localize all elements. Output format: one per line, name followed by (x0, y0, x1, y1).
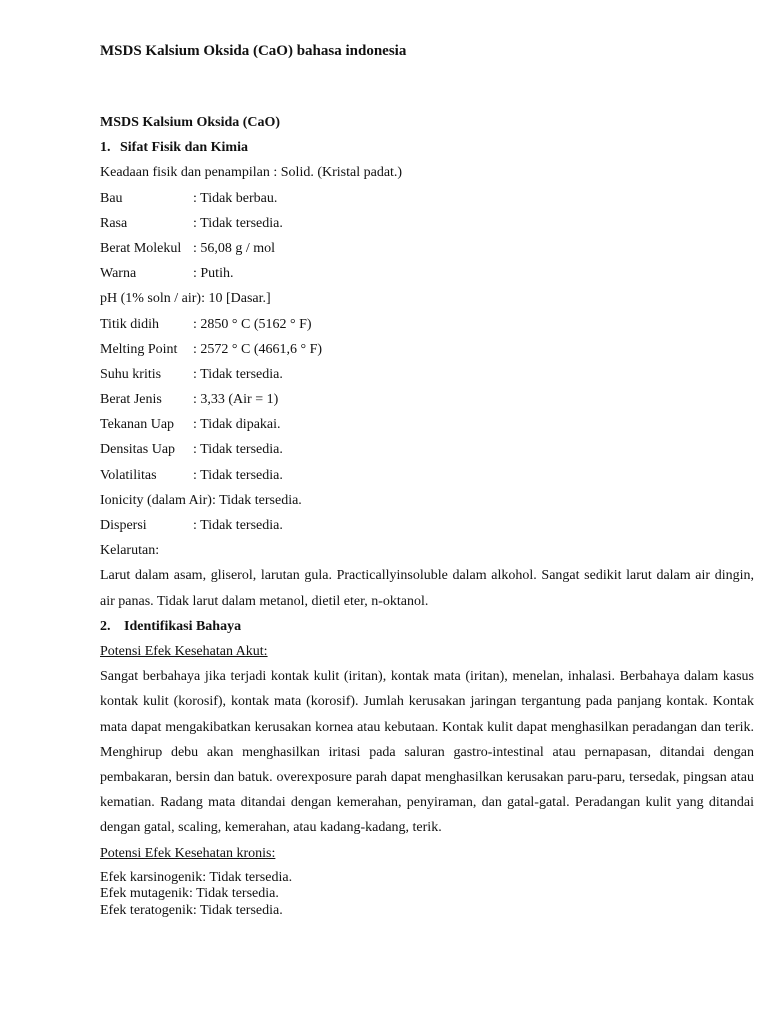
property-value: : Putih. (193, 266, 234, 282)
keadaan-line: Keadaan fisik dan penampilan : Solid. (Kristal padat.) (100, 165, 403, 181)
property-row (100, 337, 754, 362)
property-value: : 56,08 g / mol (193, 240, 276, 256)
property-row (100, 211, 754, 236)
property-value: : Tidak tersedia. (193, 467, 283, 483)
property-label: Tekanan Uap (100, 417, 175, 433)
property-label: Warna (100, 266, 137, 282)
property-value: : Tidak berbau. (193, 190, 278, 206)
property-value: : 3,33 (Air = 1) (193, 392, 279, 408)
kelarutan-paragraph: Larut dalam asam, gliserol, larutan gula. Practicallyinsoluble dalam alkohol. Sangat sedikit larut dalam air dingin, air panas. Tidak larut dalam metanol, dietil eter, n-oktanol. (100, 568, 754, 609)
property-row (100, 186, 754, 211)
property-value: : Tidak tersedia. (193, 366, 283, 382)
ionicity-line: Ionicity (dalam Air): Tidak tersedia. (100, 492, 302, 508)
property-row (100, 387, 754, 412)
property-value: : Tidak tersedia. (193, 518, 283, 533)
property-label: Rasa (100, 215, 128, 231)
property-label: Volatilitas (100, 467, 157, 483)
ph-line: pH (1% soln / air): 10 [Dasar.] (100, 291, 271, 307)
property-label: Melting Point (100, 341, 178, 357)
property-value: : 2850 ° C (5162 ° F) (193, 316, 312, 332)
kronis-item: Efek karsinogenik: Tidak tersedia. (100, 869, 293, 885)
section-heading-2 (100, 614, 754, 639)
property-label: Suhu kritis (100, 366, 162, 382)
property-row (100, 437, 754, 462)
property-row (100, 513, 754, 538)
property-value: : 2572 ° C (4661,6 ° F) (193, 341, 323, 357)
document-body (100, 110, 754, 919)
property-label: Bau (100, 190, 123, 206)
akut-heading: Potensi Efek Kesehatan Akut: (100, 643, 268, 659)
property-label: Berat Jenis (100, 392, 162, 408)
property-value: : Tidak tersedia. (193, 442, 283, 458)
property-label: Densitas Uap (100, 442, 176, 458)
property-value: : Tidak tersedia. (193, 215, 283, 231)
section-title: Sifat Fisik dan Kimia (120, 140, 248, 156)
kronis-item: Efek teratogenik: Tidak tersedia. (100, 902, 283, 918)
kelarutan-label: Kelarutan: (100, 543, 160, 559)
property-row (100, 261, 754, 286)
property-row (100, 312, 754, 337)
section-title: Identifikasi Bahaya (124, 618, 242, 634)
property-label: Dispersi (100, 518, 147, 533)
property-label: Titik didih (100, 316, 160, 332)
document-title: MSDS Kalsium Oksida (CaO) bahasa indonesia (100, 43, 407, 59)
property-row (100, 463, 754, 488)
property-label: Berat Molekul (100, 240, 182, 256)
kronis-item: Efek mutagenik: Tidak tersedia. (100, 886, 279, 902)
akut-paragraph: Sangat berbahaya jika terjadi kontak kulit (iritan), kontak mata (iritan), menelan, inhalasi. Berbahaya dalam kasus kontak kulit (korosif), kontak mata (korosif). Jumlah kerusakan jaringan tergantung pada panjang kontak. Kontak mata dapat mengakibatkan kerusakan kornea atau kebutaan. Kontak kulit dapat menghasilkan peradangan dan terik. Menghirup debu akan menghasilkan iritasi pada saluran gastro-intestinal atau pernapasan, ditandai dengan pembakaran, bersin dan batuk. overexposure parah dapat menghasilkan kerusakan paru-paru, tersedak, pingsan atau kematian. Radang mata ditandai dengan kemerahan, penyiraman, dan gatal-gatal. Peradangan kulit yang ditandai dengan gatal, scaling, kemerahan, atau kadang-kadang, terik. (100, 669, 754, 836)
section-number: 2. (100, 618, 111, 634)
section-number: 1. (100, 140, 111, 156)
kronis-heading: Potensi Efek Kesehatan kronis: (100, 845, 276, 861)
property-value: : Tidak dipakai. (193, 417, 281, 433)
property-row (100, 412, 754, 437)
section-heading-1 (100, 135, 754, 160)
document-heading: MSDS Kalsium Oksida (CaO) (100, 115, 281, 130)
property-row (100, 362, 754, 387)
property-row (100, 236, 754, 261)
